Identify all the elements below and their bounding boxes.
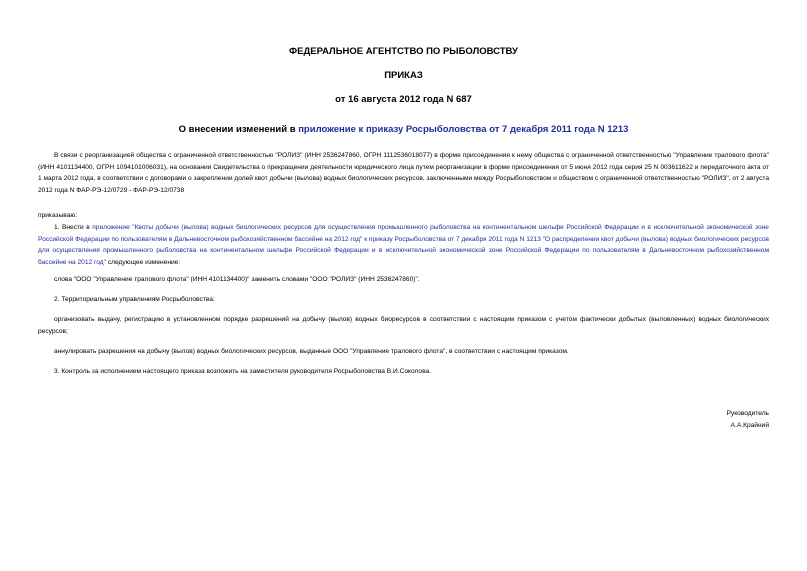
document-date-number: от 16 августа 2012 года N 687 bbox=[335, 94, 472, 105]
item-1-link[interactable]: приложение "Квоты добычи (вылова) водных биологических ресурсов для осуществления промышленного рыболовства на континентальном шельфе Российской Федерации и в исключительной экономической зоне Российской Федерации по пользователям в Дальневосточном рыбохозяйственном бассейне на 2012 год" к приказу Росрыболовства от 7 декабря 2011 года N 1213 "О распределении квот добычи (вылова) водных биологических ресурсов для осуществления промышленного рыболовства на континентальном шельфе Российской Федерации и в исключительной экономической зоне Российской Федерации по пользователям в Дальневосточном рыбохозяйственном бассейне на 2012 год" bbox=[38, 224, 769, 266]
signature-name: А.А.Крайний bbox=[730, 422, 769, 429]
item-1-suffix: следующее изменение: bbox=[106, 258, 181, 266]
intro-paragraph: В связи с реорганизацией общества с ограниченной ответственностью "РОЛИЗ" (ИНН 2536247860, ОГРН 1112536018077) в форме присоединения к нему общества с ограниченной ответственностью "Управление тралового флота" (ИНН 4101134400, ОГРН 1094101006031), на основании Свидетельства о прекращении деятельности юридического лица путем реорганизации в форме присоединения от 5 июня 2012 года серия 25 N 003611622 и передаточного акта от 1 марта 2012 года, в соответствии с договорами о закреплении долей квот добычи (вылова) водных биологических ресурсов, заключенными между Росрыболовством и обществом с ограниченной ответственностью "РОЛИЗ", от 2 августа 2012 года N ФАР-РЭ-12/0729 - ФАР-РЭ-12/0738 bbox=[38, 152, 769, 194]
title-link[interactable]: приложение к приказу Росрыболовства от 7 декабря 2011 года N 1213 bbox=[298, 124, 629, 135]
document-type: ПРИКАЗ bbox=[384, 70, 423, 81]
signature-position: Руководитель bbox=[726, 410, 769, 417]
title-prefix: О внесении изменений в bbox=[178, 124, 299, 135]
item-3: 3. Контроль за исполнением настоящего приказа возложить на заместителя руководителя Росрыболовства В.И.Соколова. bbox=[54, 368, 431, 375]
item-1-paragraph bbox=[38, 222, 769, 268]
item-2b: аннулировать разрешения на добычу (вылов) водных биологических ресурсов, выданные ООО "Управление тралового флота", в соответствии с настоящим приказом. bbox=[54, 348, 569, 355]
replace-line: слова "ООО "Управление тралового флота" (ИНН 4101134400)" заменить словами "ООО "РОЛИЗ" (ИНН 2536247860)". bbox=[54, 276, 420, 283]
item-2a-paragraph: организовать выдачу, регистрацию в установленном порядке разрешений на добычу (вылов) водных биоресурсов в соответствии с настоящим приказом с учетом фактически добытых (выловленных) водных биологических ресурсов; bbox=[38, 316, 769, 335]
item-1-prefix: 1. Внести в bbox=[54, 224, 93, 231]
document-title bbox=[0, 124, 807, 135]
agency-heading: ФЕДЕРАЛЬНОЕ АГЕНТСТВО ПО РЫБОЛОВСТВУ bbox=[289, 46, 518, 57]
order-word: приказываю: bbox=[38, 212, 78, 219]
item-2: 2. Территориальным управлениям Росрыболовства: bbox=[54, 296, 215, 303]
